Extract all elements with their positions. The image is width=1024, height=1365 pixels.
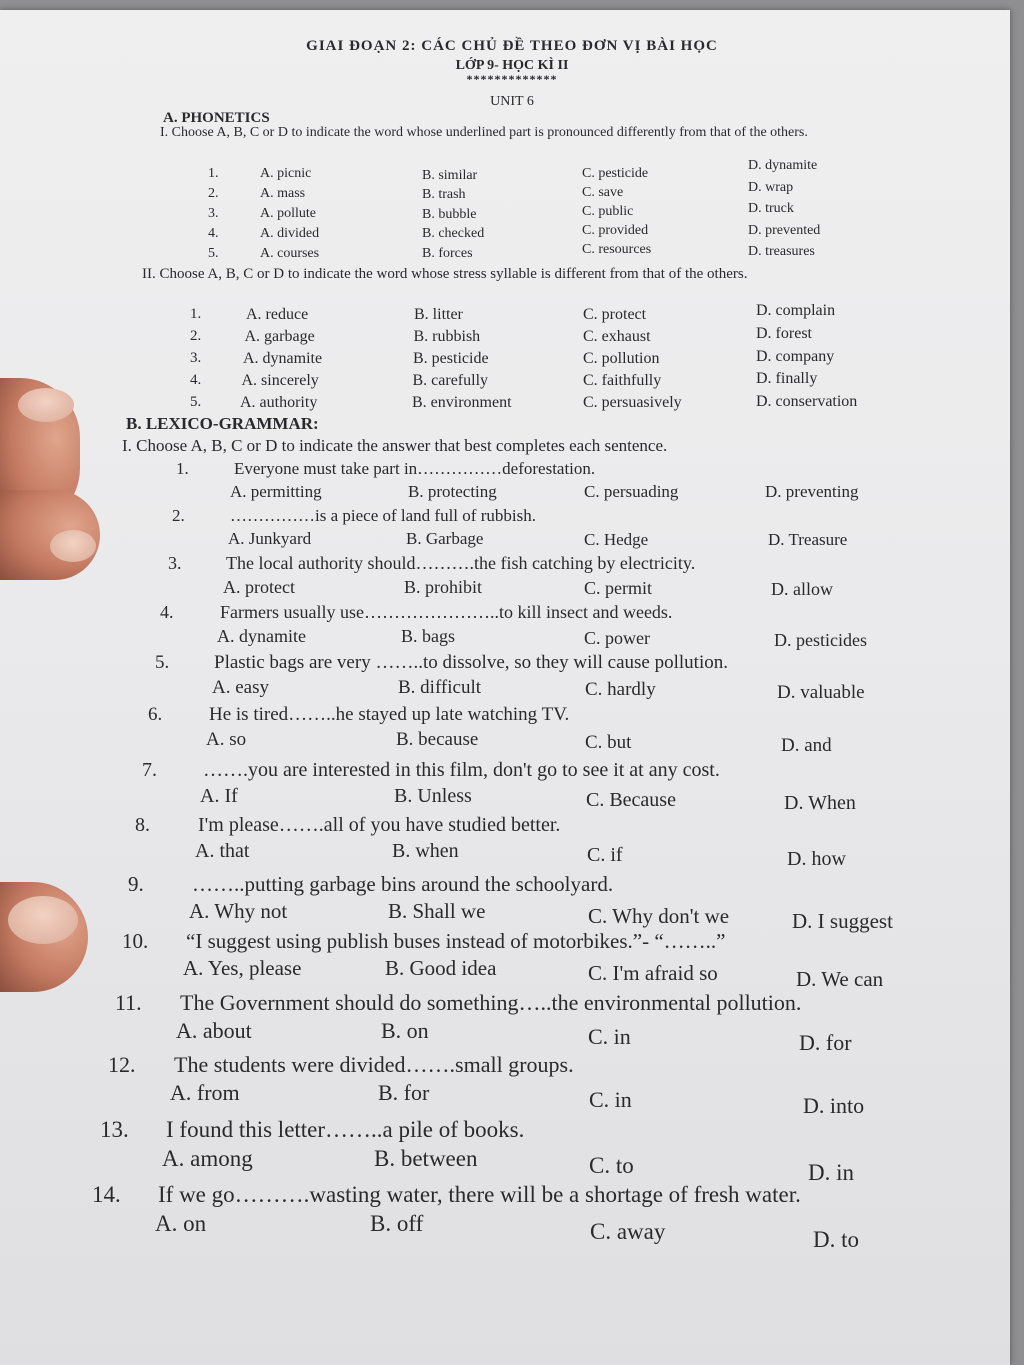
phon1-option-d: D. dynamite <box>748 158 818 173</box>
answer-option-a: A. on <box>155 1211 207 1236</box>
phon1-number: 4. <box>208 226 219 241</box>
answer-option-c: C. hardly <box>585 679 656 701</box>
answer-option-b: B. difficult <box>398 677 482 698</box>
phon1-option-b: B. forces <box>422 245 473 261</box>
question-text: The students were divided…….small groups. <box>174 1052 574 1077</box>
answer-option-b: B. Unless <box>394 785 472 807</box>
phon1-option-a: A. courses <box>260 246 320 261</box>
phon2-option-d: D. conservation <box>756 393 858 411</box>
question-number: 10. <box>122 929 149 953</box>
phon2-option-c: C. persuasively <box>583 394 682 411</box>
phon1-number: 5. <box>208 246 219 261</box>
phon2-option-a: A. reduce <box>246 306 309 323</box>
answer-option-a: A. If <box>200 785 238 807</box>
answer-option-a: A. Yes, please <box>183 956 302 980</box>
answer-option-d: D. into <box>803 1093 865 1119</box>
answer-option-c: C. to <box>589 1153 634 1179</box>
phon2-number: 4. <box>190 372 202 388</box>
answer-option-a: A. protect <box>223 577 295 597</box>
answer-option-d: D. for <box>799 1030 852 1055</box>
phon1-number: 2. <box>208 186 219 201</box>
unit-title: UNIT 6 <box>490 94 534 109</box>
question-text: I'm please…….all of you have studied better. <box>198 814 561 836</box>
phon2-option-b: B. rubbish <box>413 328 481 345</box>
answer-option-b: B. for <box>378 1080 430 1105</box>
answer-option-d: D. pesticides <box>774 629 867 650</box>
phon1-option-b: B. bubble <box>422 206 477 222</box>
answer-option-d: D. Treasure <box>768 530 848 550</box>
question-text: The Government should do something…..the environmental pollution. <box>180 990 802 1015</box>
answer-option-b: B. Good idea <box>385 956 497 980</box>
question-number: 1. <box>176 459 189 478</box>
question-text: Plastic bags are very ……..to dissolve, so they will cause pollution. <box>214 652 728 673</box>
answer-option-c: C. permit <box>584 578 652 599</box>
phon2-option-b: B. carefully <box>412 372 489 389</box>
question-text: If we go……….wasting water, there will be a shortage of fresh water. <box>158 1182 801 1207</box>
answer-option-d: D. valuable <box>777 681 865 703</box>
answer-option-b: B. Garbage <box>406 529 484 548</box>
answer-option-a: A. about <box>176 1018 252 1043</box>
question-text: “I suggest using publish buses instead of motorbikes.”- “……..” <box>186 929 726 953</box>
question-number: 12. <box>108 1052 136 1077</box>
header-grade: LỚP 9- HỌC KÌ II <box>455 58 569 73</box>
question-number: 8. <box>135 814 150 836</box>
answer-option-d: D. When <box>784 792 856 815</box>
phon2-option-c: C. protect <box>583 306 647 323</box>
answer-option-d: D. to <box>813 1226 859 1252</box>
phon2-option-c: C. exhaust <box>583 328 651 345</box>
answer-option-d: D. and <box>781 735 832 756</box>
answer-option-c: C. in <box>589 1086 632 1112</box>
phon2-number: 3. <box>190 350 202 366</box>
answer-option-a: A. from <box>170 1080 240 1105</box>
answer-option-b: B. because <box>396 729 479 750</box>
phon2-option-d: D. finally <box>756 370 818 388</box>
answer-option-c: C. Why don't we <box>588 903 730 928</box>
answer-option-b: B. protecting <box>408 482 497 501</box>
question-text: He is tired……..he stayed up late watching TV. <box>209 704 570 725</box>
phon2-option-d: D. forest <box>756 324 812 342</box>
thumb-bottom-nail <box>8 896 78 944</box>
question-number: 2. <box>172 506 185 525</box>
phon1-option-c: C. pesticide <box>582 166 649 181</box>
answer-option-c: C. I'm afraid so <box>588 961 718 986</box>
answer-option-c: C. persuading <box>584 482 679 501</box>
answer-option-a: A. permitting <box>230 482 322 501</box>
answer-option-d: D. how <box>787 848 846 871</box>
phon1-option-c: C. resources <box>582 242 652 258</box>
answer-option-c: C. but <box>585 732 632 753</box>
phon2-number: 5. <box>190 394 202 410</box>
question-number: 9. <box>128 872 144 896</box>
answer-option-c: C. if <box>587 844 623 867</box>
phon1-option-d: D. prevented <box>748 222 821 238</box>
phon1-option-a: A. pollute <box>260 206 316 221</box>
answer-option-b: B. prohibit <box>404 577 483 597</box>
phon1-option-a: A. picnic <box>260 166 312 181</box>
answer-option-a: A. dynamite <box>217 626 306 646</box>
phon2-option-b: B. litter <box>414 306 463 323</box>
answer-option-c: C. away <box>590 1218 666 1244</box>
question-number: 7. <box>142 759 157 781</box>
phon1-option-a: A. mass <box>260 186 306 201</box>
answer-option-d: D. in <box>808 1160 854 1186</box>
answer-option-d: D. I suggest <box>792 908 893 933</box>
phon1-option-d: D. treasures <box>748 244 815 259</box>
phonetics-part2-instruction: II. Choose A, B, C or D to indicate the word whose stress syllable is different from that of the others. <box>142 266 748 282</box>
question-number: 3. <box>168 553 182 573</box>
phon2-option-a: A. dynamite <box>243 350 323 367</box>
question-text: I found this letter……..a pile of books. <box>166 1117 525 1142</box>
phon2-option-c: C. faithfully <box>583 372 662 389</box>
answer-option-b: B. on <box>381 1018 429 1043</box>
answer-option-d: D. We can <box>796 966 884 991</box>
answer-option-c: C. power <box>584 627 650 648</box>
answer-option-b: B. bags <box>401 626 455 646</box>
answer-option-b: B. Shall we <box>388 899 486 923</box>
phon2-option-d: D. complain <box>756 302 836 319</box>
question-number: 6. <box>148 704 163 725</box>
answer-option-a: A. easy <box>212 677 269 698</box>
answer-option-a: A. among <box>162 1146 253 1171</box>
phon1-option-b: B. similar <box>422 168 478 183</box>
answer-option-d: D. allow <box>771 579 833 600</box>
finger-middle-nail <box>50 530 96 562</box>
header-title: GIAI ĐOẠN 2: CÁC CHỦ ĐỀ THEO ĐƠN VỊ BÀI HỌC <box>306 38 718 54</box>
phon1-number: 3. <box>208 206 219 221</box>
answer-option-b: B. off <box>370 1211 424 1236</box>
question-text: The local authority should……….the fish catching by electricity. <box>226 553 696 573</box>
question-text: …….you are interested in this film, don't go to see it at any cost. <box>203 759 720 781</box>
question-text: Farmers usually use…………………..to kill insect and weeds. <box>220 602 673 622</box>
phon1-number: 1. <box>208 166 219 181</box>
question-number: 4. <box>160 602 174 622</box>
phon1-option-a: A. divided <box>260 226 320 241</box>
question-number: 11. <box>115 990 142 1015</box>
header-stars: ************* <box>466 72 558 86</box>
phon1-option-d: D. wrap <box>748 179 794 195</box>
phon2-number: 1. <box>190 306 202 322</box>
answer-option-c: C. Because <box>586 788 676 811</box>
phon2-option-d: D. company <box>756 347 835 365</box>
phon1-option-c: C. public <box>582 204 634 220</box>
answer-option-a: A. so <box>206 729 247 750</box>
answer-option-b: B. when <box>392 840 459 862</box>
answer-option-d: D. preventing <box>765 482 859 501</box>
thumb-top-nail <box>18 388 74 422</box>
phon2-option-b: B. pesticide <box>413 350 489 367</box>
phon2-option-a: A. garbage <box>244 328 315 345</box>
phon1-option-c: C. save <box>582 185 624 201</box>
phon2-option-b: B. environment <box>412 394 512 411</box>
section-phonetics-title: A. PHONETICS <box>163 110 270 126</box>
answer-option-a: A. that <box>195 840 250 862</box>
answer-option-c: C. Hedge <box>584 529 649 549</box>
answer-option-a: A. Why not <box>189 899 288 923</box>
question-text: ……………is a piece of land full of rubbish. <box>230 506 536 525</box>
section-lexico-title: B. LEXICO-GRAMMAR: <box>126 414 319 433</box>
phon2-option-a: A. authority <box>240 394 318 411</box>
question-number: 13. <box>100 1117 129 1142</box>
phon1-option-b: B. checked <box>422 226 485 242</box>
question-text: Everyone must take part in……………deforestation. <box>234 459 596 478</box>
phon2-option-a: A. sincerely <box>241 372 319 389</box>
answer-option-a: A. Junkyard <box>228 529 312 548</box>
question-number: 5. <box>155 652 170 673</box>
phon1-option-d: D. truck <box>748 201 794 216</box>
phon1-option-c: C. provided <box>582 223 649 239</box>
lexico-instruction: I. Choose A, B, C or D to indicate the answer that best completes each sentence. <box>122 436 668 455</box>
answer-option-c: C. in <box>588 1024 631 1049</box>
phonetics-part1-instruction: I. Choose A, B, C or D to indicate the word whose underlined part is pronounced differently from that of the others. <box>160 125 808 140</box>
question-number: 14. <box>92 1182 121 1207</box>
phon1-option-b: B. trash <box>422 187 466 203</box>
answer-option-b: B. between <box>374 1146 478 1171</box>
phon2-number: 2. <box>190 328 202 344</box>
phon2-option-c: C. pollution <box>583 350 660 367</box>
question-text: ……..putting garbage bins around the schoolyard. <box>192 872 614 896</box>
